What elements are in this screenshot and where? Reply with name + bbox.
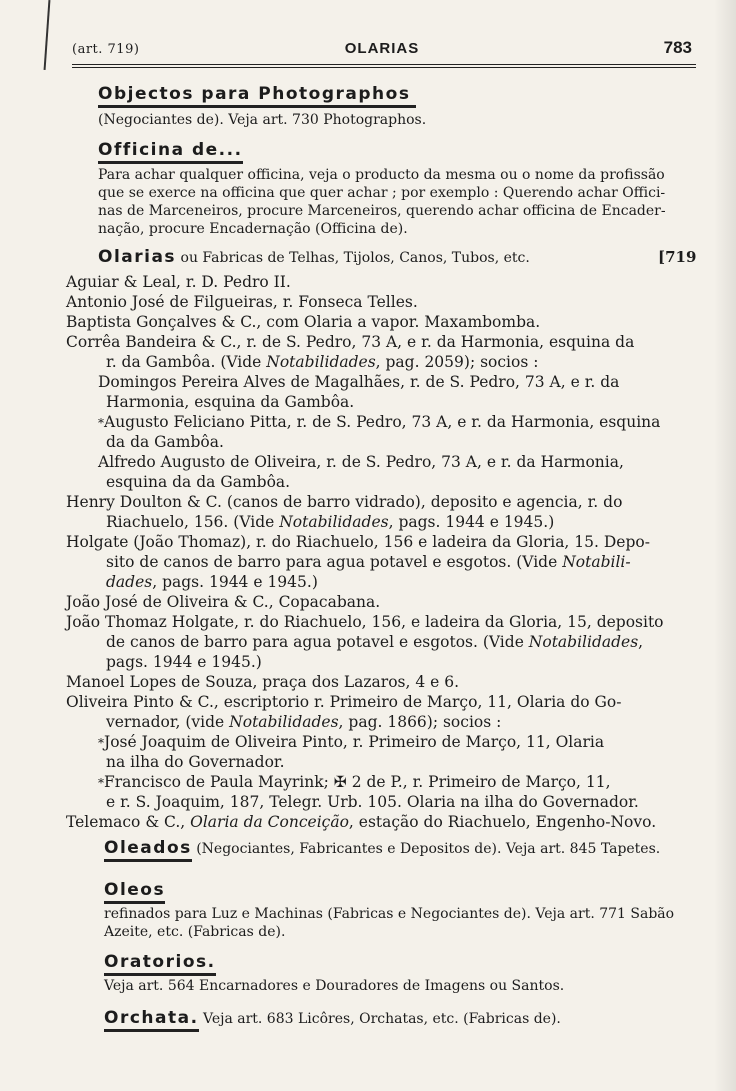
section-heading: Olarias [98, 247, 177, 267]
section-objectos [98, 84, 416, 108]
partner-item: Alfredo Augusto de Oliveira, r. de S. Pedro, 73 A, e r. da Harmonia, [98, 453, 624, 471]
section-heading: Objectos para Photographos [98, 84, 416, 108]
margin-mark [44, 0, 51, 70]
page-title: OLARIAS [344, 40, 420, 57]
text-line: refinados para Luz e Machinas (Fabricas e Negociantes de). Veja art. 771 Sabão [104, 906, 675, 922]
list-item: Telemaco & C., Olaria da Conceição, estação do Riachuelo, Engenho-Novo. [66, 813, 657, 831]
partner-item: *Francisco de Paula Mayrink; ✠ 2 de P., r. Primeiro de Março, 11, [98, 773, 611, 791]
section-officina [98, 140, 243, 164]
list-item-cont: vernador, (vide Notabilidades, pag. 1866); socios : [106, 713, 502, 731]
section-oratorios [104, 952, 216, 976]
section-olarias [98, 247, 530, 267]
partner-item: Domingos Pereira Alves de Magalhães, r. de S. Pedro, 73 A, e r. da [98, 373, 620, 391]
section-oleados [104, 838, 660, 862]
section-heading: Oratorios. [104, 952, 216, 976]
list-item: João José de Oliveira & C., Copacabana. [66, 593, 381, 611]
list-item: Corrêa Bandeira & C., r. de S. Pedro, 73 A, e r. da Harmonia, esquina da [66, 333, 635, 351]
text-line: Azeite, etc. (Fabricas de). [104, 924, 286, 940]
section-heading: Orchata. [104, 1008, 199, 1032]
partner-item-cont: Harmonia, esquina da Gambôa. [106, 393, 355, 411]
partner-item: *Augusto Feliciano Pitta, r. de S. Pedro, 73 A, e r. da Harmonia, esquina [98, 413, 661, 431]
list-item-cont: de canos de barro para agua potavel e esgotos. (Vide Notabilidades, [106, 633, 644, 651]
list-item: Aguiar & Leal, r. D. Pedro II. [66, 273, 291, 291]
section-text: (Negociantes, Fabricantes e Depositos de). Veja art. 845 Tapetes. [191, 841, 661, 857]
section-text: Veja art. 564 Encarnadores e Douradores de Imagens ou Santos. [104, 978, 565, 994]
list-item: Antonio José de Filgueiras, r. Fonseca Telles. [66, 293, 418, 311]
list-item: Henry Doulton & C. (canos de barro vidrado), deposito e agencia, r. do [66, 493, 623, 511]
section-heading: Officina de... [98, 140, 243, 164]
partner-item-cont: na ilha do Governador. [106, 753, 285, 771]
header-rule-thin [72, 67, 696, 68]
partner-item-cont: da da Gambôa. [106, 433, 224, 451]
article-number: [719 [658, 248, 697, 266]
section-text: Veja art. 683 Licôres, Orchatas, etc. (Fabricas de). [198, 1011, 561, 1027]
list-item: Oliveira Pinto & C., escriptorio r. Primeiro de Março, 11, Olaria do Go- [66, 693, 622, 711]
header-rule [72, 64, 696, 65]
section-subtitle: ou Fabricas de Telhas, Tijolos, Canos, Tubos, etc. [176, 250, 530, 266]
text-line: que se exerce na officina que quer achar ; por exemplo : Querendo achar Offici- [98, 185, 666, 201]
text-line: nação, procure Encadernação (Officina de). [98, 221, 408, 237]
page-number: 783 [663, 38, 692, 57]
list-item: Baptista Gonçalves & C., com Olaria a vapor. Maxambomba. [66, 313, 541, 331]
text-line: Para achar qualquer officina, veja o producto da mesma ou o nome da profissão [98, 167, 665, 183]
list-item-cont: sito de canos de barro para agua potavel e esgotos. (Vide Notabili- [106, 553, 631, 571]
section-heading: Oleados [104, 838, 192, 862]
section-heading: Oleos [104, 880, 165, 904]
article-ref: (art. 719) [72, 42, 140, 57]
page-header [72, 38, 692, 64]
list-item-cont: pags. 1944 e 1945.) [106, 653, 262, 671]
list-item: Manoel Lopes de Souza, praça dos Lazaros, 4 e 6. [66, 673, 460, 691]
list-item-cont: Riachuelo, 156. (Vide Notabilidades, pags. 1944 e 1945.) [106, 513, 555, 531]
page-edge-shadow [714, 0, 736, 1091]
partner-item-cont: esquina da da Gambôa. [106, 473, 291, 491]
list-item-cont: dades, pags. 1944 e 1945.) [106, 573, 318, 591]
section-orchata [104, 1008, 561, 1032]
text-line: nas de Marceneiros, procure Marceneiros, querendo achar officina de Encader- [98, 203, 666, 219]
list-item: João Thomaz Holgate, r. do Riachuelo, 156, e ladeira da Gloria, 15, deposito [66, 613, 664, 631]
partner-item: *José Joaquim de Oliveira Pinto, r. Primeiro de Março, 11, Olaria [98, 733, 605, 751]
partner-item-cont: e r. S. Joaquim, 187, Telegr. Urb. 105. Olaria na ilha do Governador. [106, 793, 639, 811]
list-item: Holgate (João Thomaz), r. do Riachuelo, 156 e ladeira da Gloria, 15. Depo- [66, 533, 650, 551]
section-text: (Negociantes de). Veja art. 730 Photographos. [98, 112, 427, 128]
list-item-cont: r. da Gambôa. (Vide Notabilidades, pag. 2059); socios : [106, 353, 539, 371]
section-oleos [104, 880, 165, 904]
